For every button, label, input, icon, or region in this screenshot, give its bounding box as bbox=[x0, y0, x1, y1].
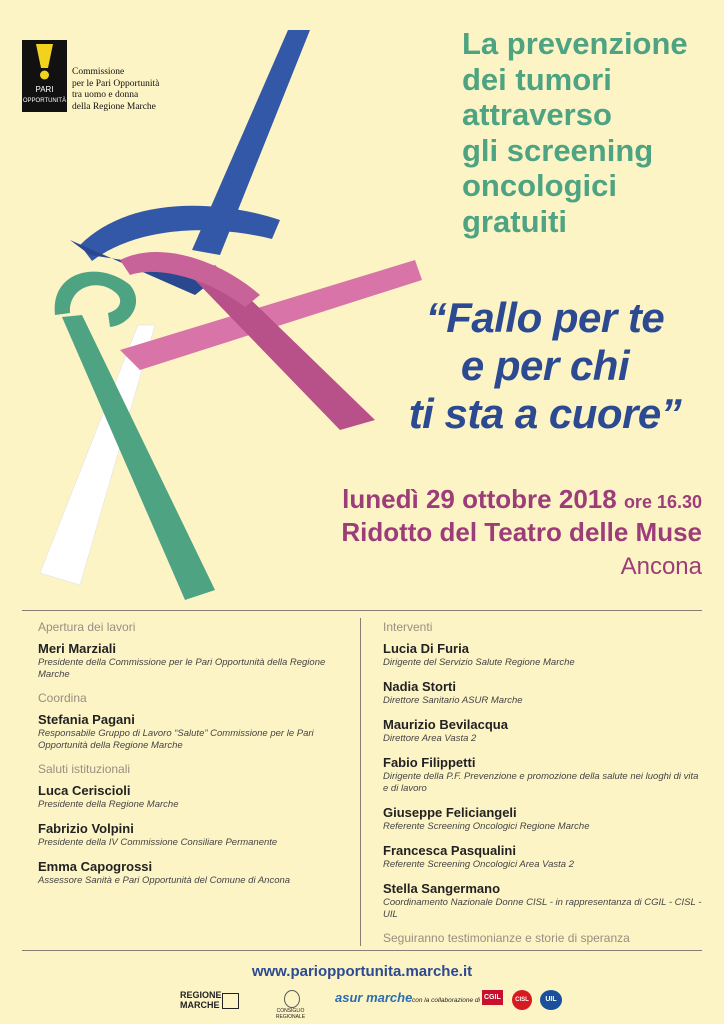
speaker-name: Stefania Pagani bbox=[38, 712, 135, 727]
slogan-line: ti sta a cuore” bbox=[408, 390, 682, 437]
title-line: gratuiti bbox=[462, 203, 568, 239]
asur-marche-logo: asur marche bbox=[335, 990, 413, 1005]
slogan-line: e per chi bbox=[460, 342, 630, 389]
speaker-name: Stella Sangermano bbox=[383, 881, 501, 896]
divider bbox=[22, 950, 702, 951]
svg-text:OPPORTUNITÀ: OPPORTUNITÀ bbox=[22, 98, 67, 104]
uil-logo: UIL bbox=[540, 990, 562, 1010]
time-text: ore 16.30 bbox=[623, 492, 702, 512]
event-title bbox=[462, 26, 717, 239]
speaker-name: Maurizio Bevilacqua bbox=[383, 717, 508, 732]
speaker-name: Luca Ceriscioli bbox=[38, 783, 131, 798]
commission-name: Commissione per le Pari Opportunità tra uomo e donna della Regione Marche bbox=[72, 67, 160, 112]
speaker-role: Responsabile Gruppo di Lavoro “Salute” Commissione per le Pari Opportunità della Regione Marche bbox=[38, 728, 314, 751]
collaboration-label: con la collaborazione di bbox=[412, 997, 480, 1004]
slogan bbox=[395, 294, 695, 438]
speaker-name: Nadia Storti bbox=[383, 679, 456, 694]
speaker-name: Meri Marziali bbox=[38, 641, 117, 656]
speaker-role: Referente Screening Oncologici Regione Marche bbox=[383, 821, 590, 832]
consiglio-regionale-logo: CONSIGLIO REGIONALE bbox=[275, 1008, 306, 1020]
speaker-name: Giuseppe Feliciangeli bbox=[383, 805, 517, 820]
blue-ribbon-loop bbox=[80, 206, 280, 261]
section-heading: Saluti istituzionali bbox=[38, 762, 131, 776]
program-left-column bbox=[38, 620, 353, 897]
website-link[interactable]: www.pariopportunita.marche.it bbox=[251, 963, 473, 980]
slogan-line: “Fallo per te bbox=[425, 294, 665, 341]
title-line: oncologici bbox=[462, 168, 617, 203]
divider bbox=[22, 610, 702, 611]
speaker-role: Dirigente della P.F. Prevenzione e promozione della salute nei luoghi di vita e di lavoro bbox=[383, 771, 699, 794]
cisl-logo: CISL bbox=[512, 990, 532, 1010]
speaker-name: Fabio Filippetti bbox=[383, 755, 476, 770]
speaker-role: Direttore Sanitario ASUR Marche bbox=[383, 695, 523, 706]
program-right-column bbox=[383, 620, 703, 945]
section-heading: Coordina bbox=[38, 691, 87, 705]
title-line: dei tumori bbox=[462, 61, 612, 97]
event-city: Ancona bbox=[620, 553, 702, 580]
event-venue: Ridotto del Teatro delle Muse bbox=[341, 517, 702, 547]
section-heading: Interventi bbox=[383, 620, 433, 634]
date-text: lunedì 29 ottobre 2018 bbox=[342, 484, 617, 514]
speaker-name: Lucia Di Furia bbox=[383, 641, 469, 656]
title-line: La prevenzione bbox=[462, 26, 688, 61]
svg-text:PARI: PARI bbox=[35, 85, 54, 94]
speaker-role: Coordinamento Nazionale Donne CISL - in rappresentanza di CGIL - CISL - UIL bbox=[383, 897, 702, 920]
speaker-role: Presidente della IV Commissione Consiliare Permanente bbox=[38, 837, 278, 848]
speaker-name: Fabrizio Volpini bbox=[38, 821, 134, 836]
speaker-role: Presidente della Commissione per le Pari Opportunità della Regione Marche bbox=[38, 657, 326, 680]
speaker-role: Referente Screening Oncologici Area Vasta 2 bbox=[383, 859, 574, 870]
closing-note: Seguiranno testimonianze e storie di speranza bbox=[383, 931, 630, 945]
speaker-role: Dirigente del Servizio Salute Regione Marche bbox=[383, 657, 575, 668]
speaker-role: Presidente della Regione Marche bbox=[38, 799, 179, 810]
cgil-logo: CGIL bbox=[482, 990, 503, 1005]
exclamation-icon bbox=[22, 40, 67, 112]
speaker-role: Assessore Sanità e Pari Opportunità del Comune di Ancona bbox=[38, 875, 291, 886]
column-divider bbox=[360, 618, 361, 946]
title-line: attraverso bbox=[462, 97, 612, 132]
section-heading: Apertura dei lavori bbox=[38, 620, 136, 634]
speaker-role: Direttore Area Vasta 2 bbox=[383, 733, 477, 744]
regione-marche-emblem-icon bbox=[222, 993, 239, 1009]
event-date bbox=[342, 484, 702, 515]
regione-marche-logo: REGIONE MARCHE bbox=[180, 990, 222, 1010]
consiglio-emblem-icon bbox=[284, 990, 300, 1008]
pari-opportunita-logo bbox=[22, 40, 67, 112]
title-line: gli screening bbox=[462, 132, 654, 168]
speaker-name: Francesca Pasqualini bbox=[383, 843, 516, 858]
speaker-name: Emma Capogrossi bbox=[38, 859, 153, 874]
